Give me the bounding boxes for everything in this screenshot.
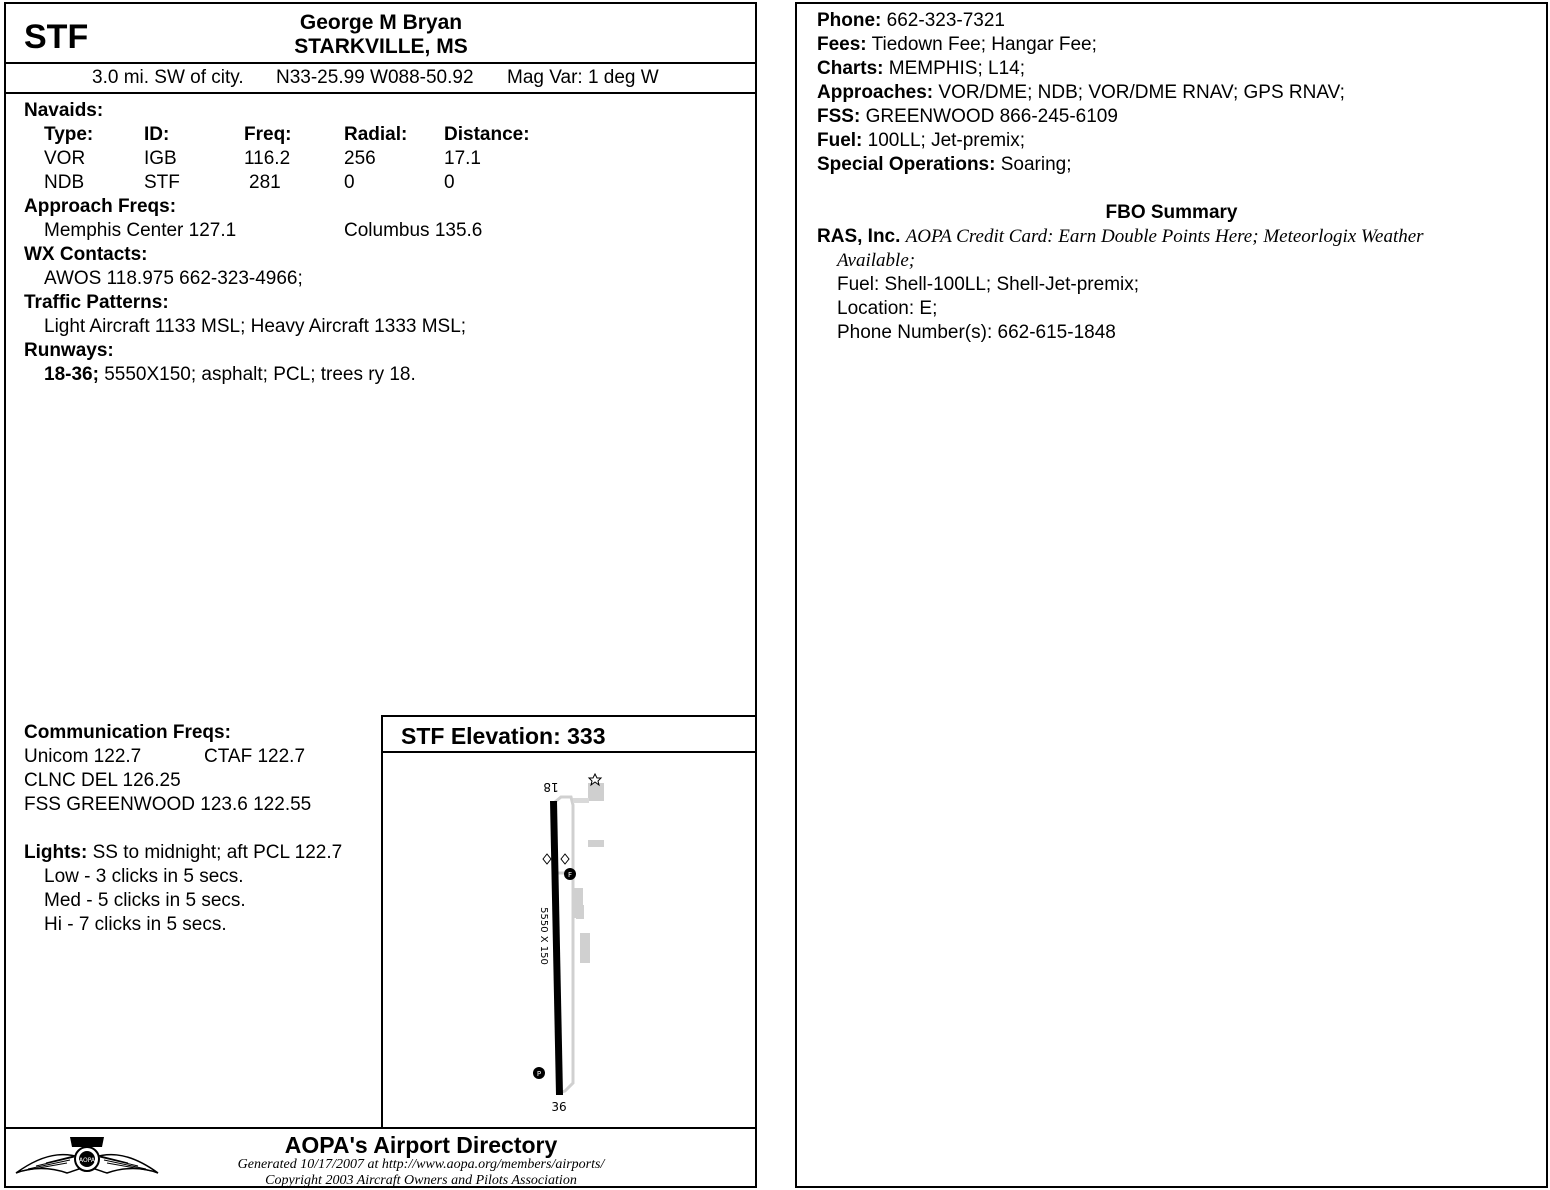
airport-diagram <box>383 753 755 1127</box>
phone-label: Phone: <box>817 10 882 31</box>
airport-city-state: STARKVILLE, MS <box>294 35 468 58</box>
approach-freq-item: Memphis Center 127.1 <box>44 220 237 241</box>
navaid-id: IGB <box>144 148 177 169</box>
navaids-header-freq: Freq: <box>244 124 292 145</box>
fuel-value: 100LL; Jet-premix; <box>867 130 1026 151</box>
runway-entry <box>44 363 416 387</box>
fuel-label: Fuel: <box>817 130 863 151</box>
fbo-phone: Phone Number(s): 662-615-1848 <box>837 322 1116 343</box>
airport-name: George M Bryan <box>299 11 463 34</box>
lights-heading: Lights: <box>24 842 88 863</box>
navaids-header-type: Type: <box>44 124 94 145</box>
navaid-distance: 0 <box>444 172 455 193</box>
traffic-patterns-value: Light Aircraft 1133 MSL; Heavy Aircraft 1333 MSL; <box>44 316 467 337</box>
fbo-summary-heading: FBO Summary <box>1105 202 1238 223</box>
fbo-location: Location: E; <box>837 298 938 319</box>
navaid-distance: 17.1 <box>444 148 481 169</box>
navaid-type: VOR <box>44 148 86 169</box>
fss-entry <box>817 105 1118 129</box>
runway-end-label-top: 18 <box>543 780 559 794</box>
special-operations-entry <box>817 153 1072 177</box>
special-operations-value: Soaring; <box>1000 154 1072 175</box>
lights-hi: Hi - 7 clicks in 5 secs. <box>44 914 227 935</box>
airport-identifier: STF <box>24 18 89 56</box>
parking-icon-label: P <box>536 1070 542 1078</box>
lights-med: Med - 5 clicks in 5 secs. <box>44 890 246 911</box>
airport-name-block <box>206 11 556 59</box>
navaid-type: NDB <box>44 172 85 193</box>
runway-description: 5550X150; asphalt; PCL; trees ry 18. <box>104 364 416 385</box>
runway-end-label-bottom: 36 <box>551 1100 567 1114</box>
navaids-header-radial: Radial: <box>344 124 408 145</box>
fbo-name-entry <box>817 225 1424 249</box>
vasi-marker <box>543 854 551 864</box>
directory-title: AOPA's Airport Directory <box>284 1132 558 1158</box>
elevation-title: STF Elevation: 333 <box>383 717 755 753</box>
elevation-box <box>381 715 755 1127</box>
runway-id: 18-36; <box>44 364 99 385</box>
special-operations-label: Special Operations: <box>817 154 996 175</box>
aopa-wings-logo-icon <box>12 1133 162 1183</box>
comm-freq-unicom: Unicom 122.7 <box>24 746 142 767</box>
runway <box>550 801 563 1095</box>
directory-footer <box>6 1127 755 1186</box>
fss-label: FSS: <box>817 106 861 127</box>
building <box>588 840 604 847</box>
comm-freq-fss: FSS GREENWOOD 123.6 122.55 <box>24 794 312 815</box>
location-line <box>6 64 755 94</box>
fbo-note: AOPA Credit Card: Earn Double Points Here; Meteorlogix Weather <box>905 226 1424 247</box>
fbo-note-continued: Available; <box>837 250 916 271</box>
charts-value: MEMPHIS; L14; <box>888 58 1026 79</box>
wx-contacts-value: AWOS 118.975 662-323-4966; <box>44 268 303 289</box>
approach-freqs-heading: Approach Freqs: <box>24 196 177 217</box>
fuel-entry <box>817 129 1025 153</box>
navaid-id: STF <box>144 172 180 193</box>
apron <box>576 905 584 919</box>
wx-contacts-heading: WX Contacts: <box>24 244 148 265</box>
charts-entry <box>817 57 1025 81</box>
fees-entry <box>817 33 1097 57</box>
svg-text:AOPA: AOPA <box>78 1157 96 1164</box>
navaids-heading: Navaids: <box>24 100 104 121</box>
traffic-patterns-heading: Traffic Patterns: <box>24 292 169 313</box>
navaid-radial: 256 <box>344 148 376 169</box>
phone-entry <box>817 9 1005 33</box>
lights-low: Low - 3 clicks in 5 secs. <box>44 866 244 887</box>
navaid-radial: 0 <box>344 172 355 193</box>
navaids-header-distance: Distance: <box>444 124 530 145</box>
airport-header <box>6 4 755 64</box>
fees-value: Tiedown Fee; Hangar Fee; <box>871 34 1097 55</box>
phone-value: 662-323-7321 <box>886 10 1005 31</box>
airport-services-panel <box>795 2 1548 1188</box>
navaids-header-id: ID: <box>144 124 170 145</box>
apron <box>573 798 589 803</box>
comm-freq-ctaf: CTAF 122.7 <box>204 746 306 767</box>
copyright-line: Copyright 2003 Aircraft Owners and Pilots Association <box>265 1173 577 1188</box>
approaches-value: VOR/DME; NDB; VOR/DME RNAV; GPS RNAV; <box>938 82 1345 103</box>
lights-value: SS to midnight; aft PCL 122.7 <box>92 842 343 863</box>
fuel-icon-label: F <box>567 871 573 879</box>
airport-info-panel <box>4 2 757 1188</box>
approaches-entry <box>817 81 1345 105</box>
fss-value: GREENWOOD 866-245-6109 <box>865 106 1118 127</box>
vasi-marker <box>561 854 569 864</box>
apron <box>580 933 590 963</box>
fees-label: Fees: <box>817 34 867 55</box>
runways-heading: Runways: <box>24 340 114 361</box>
approach-freq-item: Columbus 135.6 <box>344 220 483 241</box>
magnetic-variation: Mag Var: 1 deg W <box>507 67 659 88</box>
comm-freqs-heading: Communication Freqs: <box>24 722 231 743</box>
navaid-freq: 116.2 <box>244 148 291 169</box>
distance-from-city: 3.0 mi. SW of city. <box>92 67 244 88</box>
lights-entry <box>24 841 342 865</box>
runway-dimensions-label: 5550 X 150 <box>538 907 549 965</box>
airport-diagram-svg <box>383 753 755 1127</box>
fbo-name: RAS, Inc. <box>817 226 901 247</box>
navaid-freq: 281 <box>249 172 281 193</box>
fbo-fuel: Fuel: Shell-100LL; Shell-Jet-premix; <box>837 274 1140 295</box>
comm-freq-clnc: CLNC DEL 126.25 <box>24 770 181 791</box>
coordinates: N33-25.99 W088-50.92 <box>276 67 474 88</box>
charts-label: Charts: <box>817 58 884 79</box>
approaches-label: Approaches: <box>817 82 934 103</box>
generated-line: Generated 10/17/2007 at http://www.aopa.org/members/airports/ <box>237 1157 605 1172</box>
